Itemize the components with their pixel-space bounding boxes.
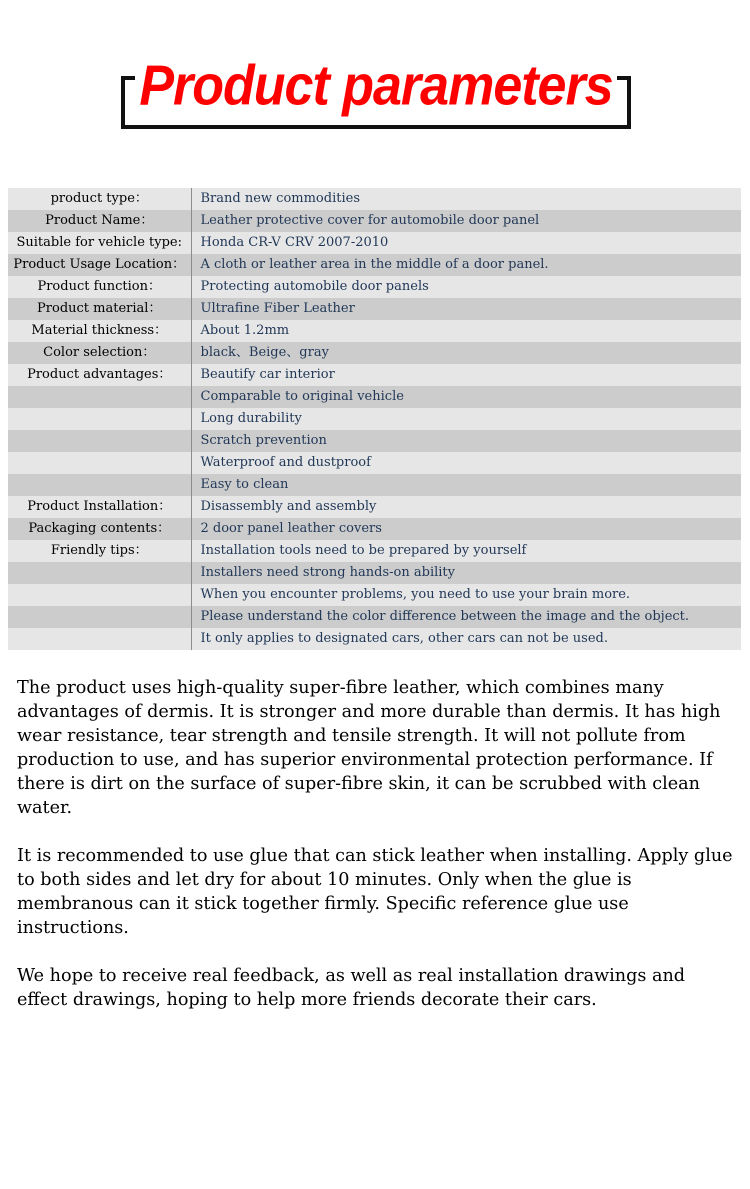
param-key: [8, 606, 191, 628]
table-row: [8, 342, 741, 364]
param-value: Disassembly and assembly: [191, 496, 741, 518]
table-row: [8, 452, 741, 474]
param-key: Product Usage Location：: [8, 254, 191, 276]
param-value: black、Beige、gray: [191, 342, 741, 364]
param-key: [8, 430, 191, 452]
page-title: Product parameters: [139, 54, 613, 118]
title-underline: [121, 125, 631, 129]
param-key: Material thickness：: [8, 320, 191, 342]
table-row: [8, 276, 741, 298]
param-key: [8, 408, 191, 430]
param-value: Beautify car interior: [191, 364, 741, 386]
param-value: It only applies to designated cars, other cars can not be used.: [191, 628, 741, 650]
param-value: Installation tools need to be prepared by yourself: [191, 540, 741, 562]
table-row: [8, 628, 741, 650]
table-row: [8, 540, 741, 562]
param-value: Waterproof and dustproof: [191, 452, 741, 474]
param-key: Product function：: [8, 276, 191, 298]
param-key: Product Name：: [8, 210, 191, 232]
table-row: [8, 254, 741, 276]
description-paragraph: It is recommended to use glue that can stick leather when installing. Apply glue to both sides and let dry for about 10 minutes. Only when the glue is membranous can it stick together firmly. Specific reference glue use instructions.: [17, 846, 733, 938]
table-row: [8, 474, 741, 496]
param-value: A cloth or leather area in the middle of a door panel.: [191, 254, 741, 276]
param-value: Easy to clean: [191, 474, 741, 496]
table-row: [8, 232, 741, 254]
param-value: About 1.2mm: [191, 320, 741, 342]
table-row: [8, 364, 741, 386]
title-banner: [121, 54, 631, 132]
table-row: [8, 320, 741, 342]
param-value: When you encounter problems, you need to use your brain more.: [191, 584, 741, 606]
table-row: [8, 496, 741, 518]
table-row: [8, 298, 741, 320]
param-value: Please understand the color difference between the image and the object.: [191, 606, 741, 628]
param-value: 2 door panel leather covers: [191, 518, 741, 540]
description-paragraph: We hope to receive real feedback, as well as real installation drawings and effect drawings, hoping to help more friends decorate their cars.: [17, 966, 686, 1010]
param-key: [8, 584, 191, 606]
table-row: [8, 430, 741, 452]
param-value: Long durability: [191, 408, 741, 430]
table-row: [8, 210, 741, 232]
param-key: product type：: [8, 188, 191, 210]
param-value: Honda CR-V CRV 2007-2010: [191, 232, 741, 254]
description-paragraph: The product uses high-quality super-fibre leather, which combines many advantages of dermis. It is stronger and more durable than dermis. It has high wear resistance, tear strength and tensile strength. It will not pollute from production to use, and has superior environmental protection performance. If there is dirt on the surface of super-fibre skin, it can be scrubbed with clean water.: [17, 678, 721, 818]
param-value: Scratch prevention: [191, 430, 741, 452]
param-key: Product Installation：: [8, 496, 191, 518]
param-key: [8, 628, 191, 650]
table-row: [8, 188, 741, 210]
parameters-table: [8, 188, 741, 650]
param-value: Installers need strong hands-on ability: [191, 562, 741, 584]
param-value: Protecting automobile door panels: [191, 276, 741, 298]
table-row: [8, 386, 741, 408]
param-value: Leather protective cover for automobile door panel: [191, 210, 741, 232]
param-value: Ultrafine Fiber Leather: [191, 298, 741, 320]
table-row: [8, 584, 741, 606]
table-row: [8, 408, 741, 430]
table-row: [8, 562, 741, 584]
param-value: Brand new commodities: [191, 188, 741, 210]
table-row: [8, 606, 741, 628]
param-key: Friendly tips：: [8, 540, 191, 562]
param-key: Product advantages：: [8, 364, 191, 386]
product-description: [17, 676, 739, 1036]
param-key: [8, 474, 191, 496]
param-key: [8, 562, 191, 584]
param-key: [8, 386, 191, 408]
param-key: Packaging contents：: [8, 518, 191, 540]
param-key: Color selection：: [8, 342, 191, 364]
param-key: Suitable for vehicle type:: [8, 232, 191, 254]
param-key: Product material：: [8, 298, 191, 320]
param-key: [8, 452, 191, 474]
param-value: Comparable to original vehicle: [191, 386, 741, 408]
table-row: [8, 518, 741, 540]
